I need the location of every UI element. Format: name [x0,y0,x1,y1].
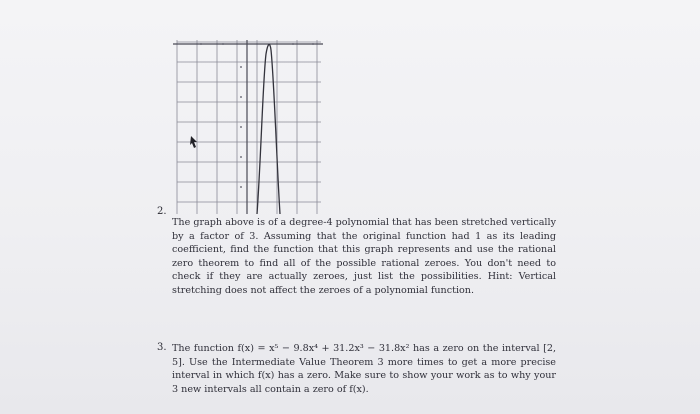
question-3-number: 3. [157,342,167,353]
question-3-text: The function f(x) = x⁵ − 9.8x⁴ + 31.2x³ − 31.8x² has a zero on the interval [2, 5]. Use the Intermediate Value Theorem 3 more times to get a more precise interval in which f(x) has a zero. Make sure to show your work as to why your 3 new intervals all contain a zero of f(x). [172,343,556,395]
polynomial-graph [171,38,323,214]
cursor-icon [190,136,197,148]
polynomial-curve [257,44,280,214]
question-2-text: The graph above is of a degree-4 polynomial that has been stretched vertically by a factor of 3. Assuming that the original function had 1 as its leading coefficient, find the function that this graph represents and use the rational zero theorem to find all of the possible rational zeroes. You don't need to check if they are actually zeroes, just list the possibilities. Hint: Vertical stretching does not affect the zeroes of a polynomial function. [172,217,556,296]
axes [173,40,323,214]
grid-lines [177,40,321,214]
graph-svg [171,38,323,214]
question-2-number: 2. [157,206,167,217]
